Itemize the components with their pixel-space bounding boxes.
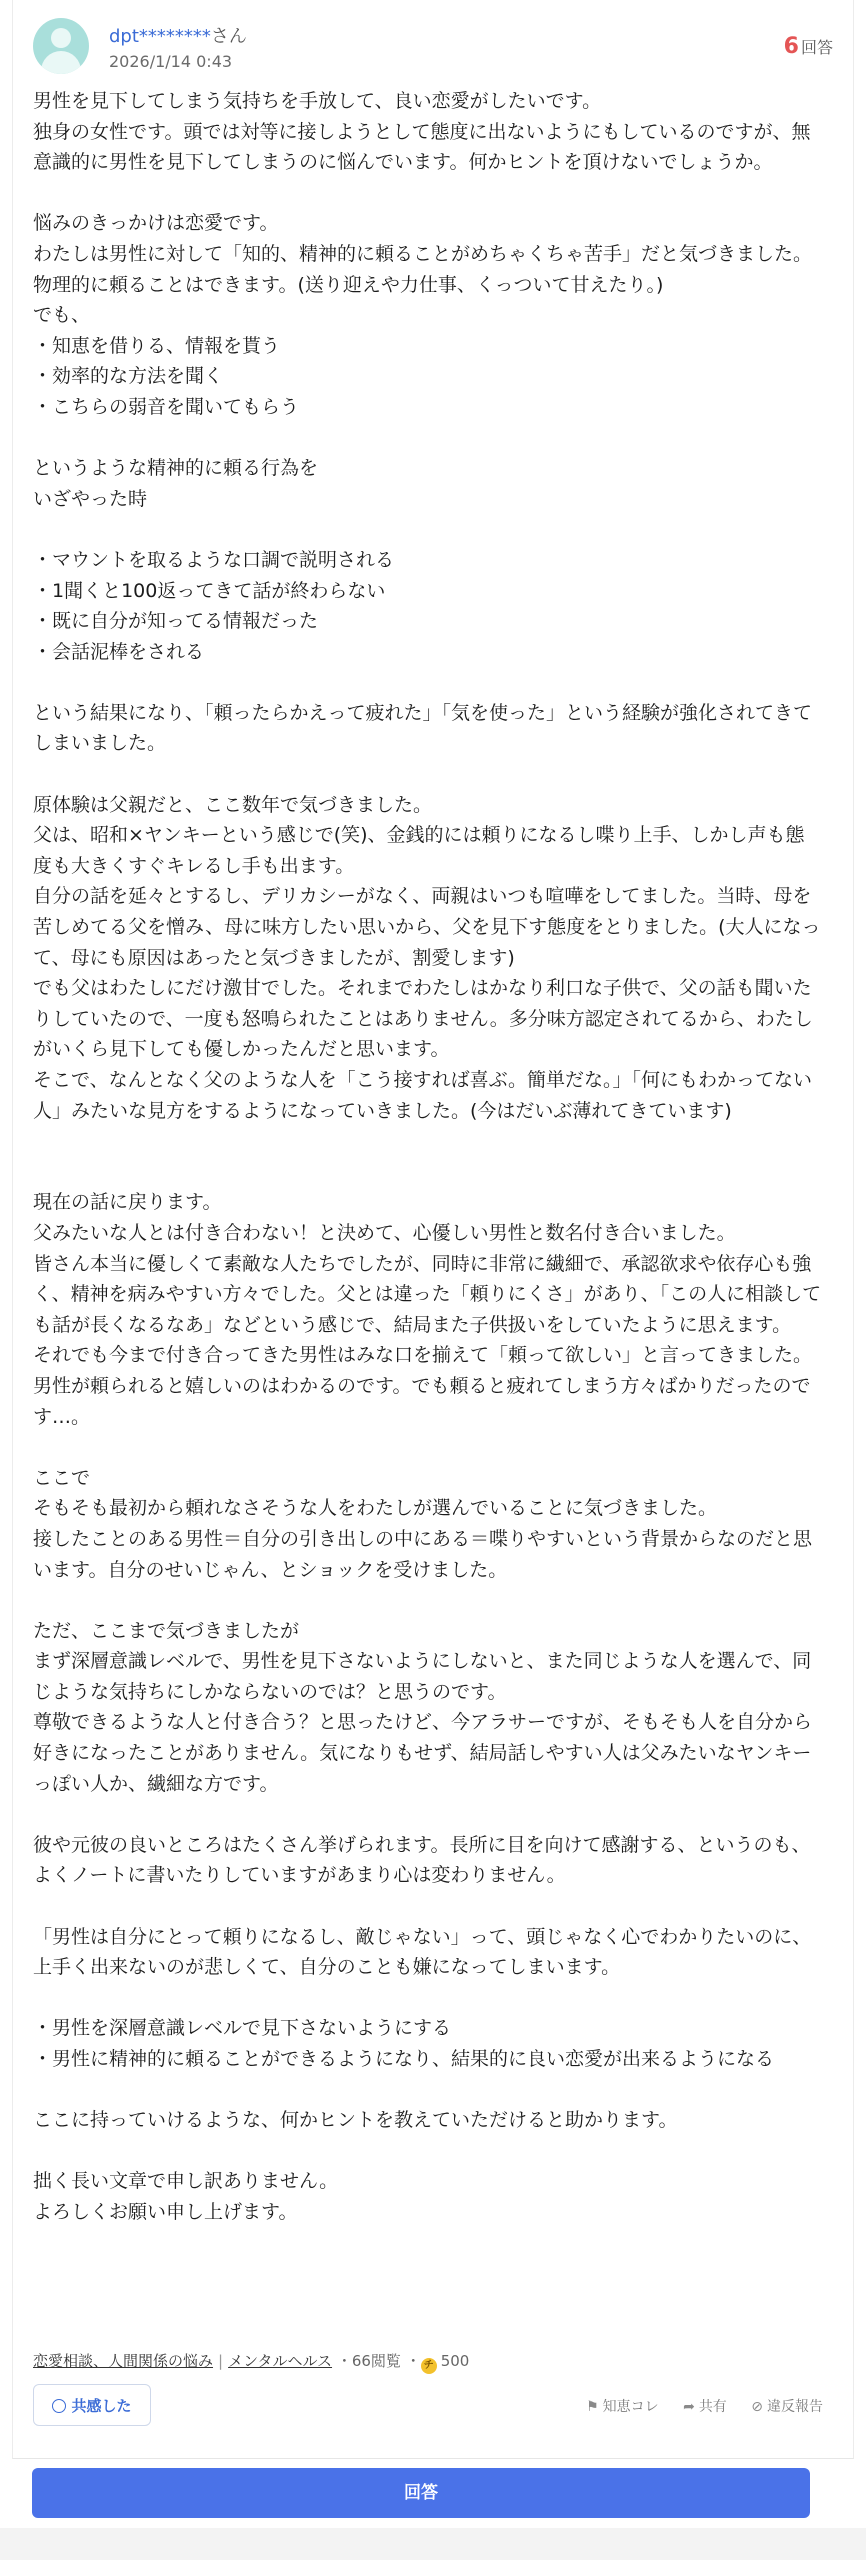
body-paragraph: ここに持っていけるような、何かヒントを教えていただけると助かります。 xyxy=(33,2109,678,2132)
body-paragraph: 父みたいな人とは付き合わない！と決めて、心優しい男性と数名付き合いました。 xyxy=(33,1221,736,1244)
body-paragraph: ここで xyxy=(33,1466,91,1489)
body-paragraph: ・知恵を借りる、情報を貰う xyxy=(33,334,281,357)
body-blank-line xyxy=(33,2136,823,2167)
body-paragraph: でも父はわたしにだけ激甘でした。それまでわたしはかなり利口な子供で、父の話も聞いたりしていたので、一度も怒鳴られたことはありません。多分味方認定されてるから、わたしがいくら見下しても優しかったんだと思います。 xyxy=(33,977,813,1061)
body-paragraph: それでも今まで付き合ってきた男性はみな口を揃えて「頼って欲しい」と言ってきました。男性が頼られると嬉しいのはわかるのです。でも頼ると疲れてしまう方々ばかりだったのです…。 xyxy=(33,1344,813,1428)
body-paragraph: 自分の話を延々とするし、デリカシーがなく、両親はいつも喧嘩をしてました。当時、母を苦しめてる父を憎み、母に味方したい思いから、父を見下す態度をとりました。(大人になって、母にも原因はあったと気づきましたが、割愛します) xyxy=(33,885,821,969)
bookmark-label: 知恵コレ xyxy=(602,2399,659,2415)
body-paragraph: 男性を見下してしまう気持ちを手放して、良い恋愛がしたいです。 xyxy=(33,90,602,112)
empathy-label: 共感した xyxy=(71,2397,132,2415)
smile-icon xyxy=(52,2399,66,2413)
body-paragraph: ただ、ここまで気づきましたが xyxy=(33,1619,300,1642)
body-paragraph: ・効率的な方法を聞く xyxy=(33,365,224,388)
report-button[interactable] xyxy=(751,2399,823,2415)
body-blank-line xyxy=(33,1799,823,1830)
empathy-button[interactable] xyxy=(33,2384,151,2426)
body-blank-line xyxy=(33,1585,823,1616)
body-paragraph: いざやった時 xyxy=(33,487,148,510)
body-paragraph: 彼や元彼の良いところはたくさん挙げられます。長所に目を向けて感謝する、というのも、よくノートに書いたりしていますがあまり心は変わりません。 xyxy=(33,1833,811,1887)
avatar[interactable] xyxy=(33,18,89,74)
body-paragraph: 父は、昭和×ヤンキーという感じで(笑)、金銭的には頼りになるし喋り上手、しかし声も態度も大きくすぐキレるし手も出ます。 xyxy=(33,824,805,877)
answer-count-number: 6 xyxy=(783,34,799,59)
body-paragraph: ・男性を深層意識レベルで見下さないようにする xyxy=(33,2017,452,2040)
bookmark-button[interactable] xyxy=(586,2399,659,2415)
body-paragraph: ・男性に精神的に頼ることができるようになり、結果的に良い恋愛が出来るようになる xyxy=(33,2048,775,2070)
body-paragraph: というような精神的に頼る行為を xyxy=(33,457,319,480)
question-actions xyxy=(566,2396,823,2416)
question-meta xyxy=(33,2350,469,2374)
body-blank-line xyxy=(33,514,823,545)
report-label: 違反報告 xyxy=(767,2399,823,2415)
footer-band xyxy=(0,2528,866,2560)
body-blank-line xyxy=(33,2075,823,2106)
body-blank-line xyxy=(33,423,823,454)
meta-dot: ・ xyxy=(336,2352,352,2370)
body-blank-line xyxy=(33,1983,823,2014)
body-paragraph: ・こちらの弱音を聞いてもらう xyxy=(33,395,300,418)
body-paragraph: そもそも最初から頼れなさそうな人をわたしが選んでいることに気づきました。 xyxy=(33,1497,718,1520)
avatar-body-shape xyxy=(41,51,81,74)
body-paragraph: 接したことのある男性＝自分の引き出しの中にある＝喋りやすいという背景からなのだと思います。自分のせいじゃん、とショックを受けました。 xyxy=(33,1527,813,1581)
body-paragraph: まず深層意識レベルで、男性を見下さないようにしないと、また同じような人を選んで、同じような気持ちにしかならないのでは？と思うのです。 xyxy=(33,1650,812,1703)
category-link[interactable]: 恋愛相談、人間関係の悩み xyxy=(33,2352,214,2370)
answer-count-label: 回答 xyxy=(800,38,833,57)
body-blank-line xyxy=(33,667,823,698)
body-paragraph: 独身の女性です。頭では対等に接しようとして態度に出ないようにもしているのですが、無意識的に男性を見下してしまうのに悩んでいます。何かヒントを頂けないでしょうか。 xyxy=(33,120,811,174)
body-blank-line xyxy=(33,178,823,209)
body-paragraph: 原体験は父親だと、ここ数年で気づきました。 xyxy=(33,793,433,816)
body-paragraph: よろしくお願い申し上げます。 xyxy=(33,2200,298,2223)
answer-button[interactable]: 回答 xyxy=(32,2468,810,2518)
coin-icon: チ xyxy=(421,2358,437,2374)
post-date: 2026/1/14 0:43 xyxy=(109,52,233,71)
body-paragraph: ・1聞くと100返ってきて話が終わらない xyxy=(33,579,386,602)
body-paragraph: でも、 xyxy=(33,304,91,327)
question-header xyxy=(33,18,833,78)
body-paragraph: わたしは男性に対して「知的、精神的に頼ることがめちゃくちゃ苦手」だと気づきました。物理的に頼ることはできます。(送り迎えや力仕事、くっついて甘えたり。) xyxy=(33,242,813,296)
body-paragraph: ・マウントを取るような口調で説明される xyxy=(33,548,395,571)
share-button[interactable] xyxy=(683,2399,727,2415)
category-separator: | xyxy=(218,2352,224,2370)
body-blank-line xyxy=(33,1432,823,1463)
question-card xyxy=(12,0,854,2459)
coin-count: 500 xyxy=(440,2352,470,2370)
user-name[interactable]: dpt******** xyxy=(109,26,211,47)
body-paragraph: という結果になり、「頼ったらかえって疲れた」「気を使った」という経験が強化されてきてしまいました。 xyxy=(33,701,813,755)
body-paragraph: 悩みのきっかけは恋愛です。 xyxy=(33,212,279,235)
body-paragraph: そこで、なんとなく父のような人を「こう接すれば喜ぶ。簡単だな。」「何にもわかってない人」みたいな見方をするようになっていきました。(今はだいぶ薄れてきています) xyxy=(33,1069,813,1122)
share-arrow-icon: ➦ xyxy=(683,2399,695,2415)
body-paragraph: 皆さん本当に優しくて素敵な人たちでしたが、同時に非常に繊細で、承認欲求や依存心も強く、精神を病みやすい方々でした。父とは違った「頼りにくさ」があり、「この人に相談しても話が長くなるなあ」などという感じで、結局また子供扱いをしていたように思えます。 xyxy=(33,1252,822,1336)
answer-count[interactable] xyxy=(784,34,833,59)
bookmark-plus-icon: ⚑ xyxy=(586,2399,599,2415)
body-blank-line xyxy=(33,759,823,790)
body-paragraph: 「男性は自分にとって頼りになるし、敵じゃない」って、頭じゃなく心でわかりたいのに、上手く出来ないのが悲しくて、自分のことも嫌になってしまいます。 xyxy=(33,1925,812,1979)
meta-dot: ・ xyxy=(405,2352,421,2370)
user-name-line[interactable] xyxy=(109,22,247,48)
body-blank-line xyxy=(33,1126,823,1157)
share-label: 共有 xyxy=(698,2399,727,2415)
category-link[interactable]: メンタルヘルス xyxy=(228,2352,333,2370)
prohibit-icon: ⊘ xyxy=(751,2399,763,2415)
body-blank-line xyxy=(33,1891,823,1922)
body-paragraph: 尊敬できるような人と付き合う？と思ったけど、今アラサーですが、そもそも人を自分から好きになったことがありません。気になりもせず、結局話しやすい人は父みたいなヤンキーっぽい人か、繊細な方です。 xyxy=(33,1711,813,1795)
body-paragraph: ・会話泥棒をされる xyxy=(33,640,205,663)
body-paragraph: 拙く長い文章で申し訳ありません。 xyxy=(33,2170,339,2193)
body-paragraph: 現在の話に戻ります。 xyxy=(33,1191,222,1214)
avatar-head-shape xyxy=(51,28,71,48)
view-count: 66閲覧 xyxy=(351,2352,401,2370)
body-blank-line xyxy=(33,1157,823,1188)
user-suffix: さん xyxy=(210,26,247,47)
question-body xyxy=(33,86,823,2228)
body-paragraph: ・既に自分が知ってる情報だった xyxy=(33,610,319,633)
